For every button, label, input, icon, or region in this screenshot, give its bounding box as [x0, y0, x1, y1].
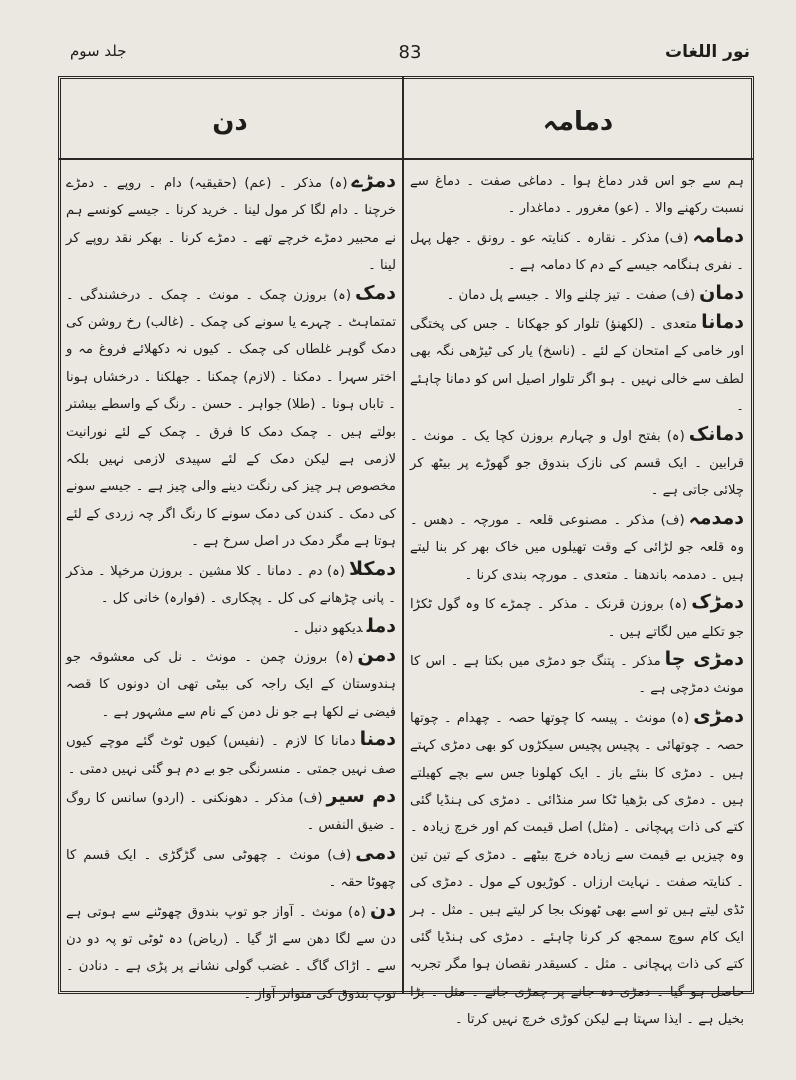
entry-headword: دمڑی چا: [664, 647, 744, 670]
dictionary-entry: [410, 280, 744, 309]
dictionary-entry: [66, 556, 396, 613]
entry-headword: دمانا: [701, 311, 744, 334]
entry-headword: دمنا: [359, 728, 396, 751]
entry-definition: (ہ) بروزن چمن ۔ مونث ۔ نل کی معشوقہ جو ہندوستان کے ایک راجہ کی بیٹی تھی ان دونوں کا قصہ فیضی نے لکھا ہے جو نل دمن کے نام سے مشہور ہے ۔: [66, 649, 396, 720]
dictionary-entry: [66, 726, 396, 783]
book-title: نور اللغات: [665, 42, 750, 62]
entry-definition: (ہ) مذکر ۔ (عم) (حقیقیہ) دام ۔ روپے ۔ دمڑے خرچنا ۔ دام لگا کر مول لینا ۔ خرید کرنا ۔ جیسے کونسے ہم نے محبیر دمڑے خرچے تھے ۔ دمڑے کرنا ۔ بھکر نقد روپے کر لینا ۔: [66, 176, 396, 274]
entry-definition: (ہ) بروزن قرنک ۔ مذکر ۔ چمڑے کا وہ گول ٹکڑا جو تکلے میں لگاتے ہیں ۔: [410, 597, 744, 640]
entry-definition: مذکر ۔ پتنگ جو دمڑی میں بکتا ہے ۔ اس کا مونث دمڑچی ہے ۔: [410, 653, 744, 697]
entry-headword: دمڑک: [691, 591, 744, 614]
volume-label: جلد سوم: [70, 42, 127, 60]
right-column-header: دمامہ: [542, 107, 614, 137]
entry-headword: دمانک: [688, 422, 744, 445]
left-column-entries: [66, 168, 396, 1002]
entry-definition: ہم سے جو اس قدر دماغ ہوا ۔ دماغی صفت ۔ دماغ سے نسبت رکھنے والا ۔ (عو) مغرور ۔ دماغدار ۔: [410, 174, 744, 217]
entry-headword: دمڑے: [351, 170, 396, 192]
entry-headword: دمن: [357, 643, 396, 666]
entry-headword: دم سیر: [326, 784, 396, 807]
dictionary-entry: [410, 646, 744, 703]
dictionary-entry: [66, 168, 396, 280]
running-head: [70, 38, 750, 68]
header-rule: [58, 158, 754, 160]
entry-definition: دیکھو دنبل ۔: [292, 620, 363, 636]
right-column-entries: [410, 168, 744, 1028]
entry-headword: دمامہ: [692, 224, 744, 247]
entry-definition: (ف) مذکر ۔ دھونکنی ۔ (اردو) سانس کا روگ ۔ ضیق النفس ۔: [66, 790, 396, 834]
dictionary-entry: [66, 280, 396, 556]
dictionary-entry: [66, 840, 396, 897]
entry-definition: (ف) صفت ۔ تیز چلنے والا ۔ جیسے پل دمان ۔: [446, 287, 696, 303]
dictionary-entry: [66, 783, 396, 840]
entry-definition: (ہ) مونث ۔ آواز جو توپ بندوق چھوٹنے سے ہوتی ہے دن سے لگا دھن سے اڑ گیا ۔ (ریاض) دہ ٹوٹی تو پہ دو دن سے ۔ اڑاک گاگ ۔ غضب گولی نشانے پر پڑی ہے ۔ دنادن ۔ توپ بندوق کی متواتر آواز ۔: [66, 904, 396, 1002]
column-divider: [402, 76, 404, 994]
entry-definition: (ہ) بروزن چمک ۔ مونث ۔ چمک ۔ درخشندگی ۔ تمتماہٹ ۔ چہرے یا سونے کی چمک ۔ (غالب) رخ روشن کی دمک گوہر غلطاں کی چمک ۔ کیوں نہ دکھلائے فروغ مہ و اختر سہرا ۔ دمکنا ۔ (لازم) چمکنا ۔ جھلکنا ۔ درخشاں ہونا ۔ تاباں ہونا ۔ (طلا) جواہر ۔ حسن ۔ رنگ کے واسطے بیشتر بولتے ہیں ۔ چمک دمک کا فرق ۔ چمک کے لئے نورانیت لازمی ہے لیکن دمک کے لئے سپیدی لازمی نہیں بلکہ مخصوص ہر چیز کی رنگت دینے والی چیز ہے ۔ جیسے سونے کی دمک ۔ کندن کی دمک سونے کا رنگ اگر چہ زردی کے لئے ہوتا ہے مگر دمک در اصل سرخ ہے ۔: [66, 287, 396, 550]
entry-headword: دمکلا: [349, 557, 396, 580]
page-number: 83: [398, 42, 422, 63]
dictionary-entry: [66, 613, 396, 642]
left-column-header: دن: [212, 107, 248, 137]
entry-headword: دن: [370, 898, 396, 921]
dictionary-entry: [66, 642, 396, 726]
entry-headword: دمل: [366, 614, 396, 637]
dictionary-entry: [410, 309, 744, 421]
entry-definition: (ہ) بفتح اول و چہارم بروزن کچا یک ۔ مونث ۔ قرابین ۔ ایک قسم کی نازک بندوق جو گھوڑے پر بیٹھ کر چلائی جاتی ہے ۔: [410, 428, 744, 499]
dictionary-entry: [410, 589, 744, 646]
dictionary-entry: [66, 897, 396, 1009]
entry-headword: دمڑی: [693, 704, 744, 727]
entry-headword: دمان: [699, 281, 744, 304]
entry-headword: دمی: [355, 841, 396, 864]
dictionary-entry: [410, 168, 744, 223]
dictionary-entry: [410, 223, 744, 280]
dictionary-entry: [410, 421, 744, 505]
entry-definition: (ہ) مونث ۔ پیسہ کا چوتھا حصہ ۔ چھدام ۔ چوتھا حصہ ۔ چوتھائی ۔ پچیس پچیس سیکڑوں کو بھی دمڑی کہتے ہیں ۔ دمڑی کا بنئے باز ۔ ایک کھلونا جس سے بچے کھیلتے ہیں ۔ دمڑی کی بڑھیا ٹکا سر منڈائی ۔ دمڑی کی ہنڈیا گئی کتے کی ذات پہچانی ۔ (مثل) اصل قیمت کم اور خرچ زیادہ ۔ وہ چیزیں بے قیمت سے زیادہ خرچ بیٹھے ۔ دمڑی کے تین تین ۔ کنایتہ صفت ۔ نہایت ارزاں ۔ کوڑیوں کے مول ۔ دمڑی کی ٹڈی لیتے ہیں تو اسے بھی ٹھونک بجا کر لیتے ہیں ۔ مثل ۔ ہر ایک کام سوچ سمجھ کر کرنا چاہئے ۔ دمڑی کی ہنڈیا گئی کتے کی ذات پہچانی ۔ مثل ۔ کسیقدر نقصان ہوا مگر تجربہ حاصل ہو گیا ۔ دمڑی دہ جانے پر چمڑی جاتے ۔ مثل ۔ بڑا بخیل ہے ۔ ایذا سہتا ہے لیکن کوڑی خرچ نہیں کرتا ۔: [410, 710, 744, 1028]
entry-definition: (ف) مونث ۔ چھوٹی سی گڑگڑی ۔ ایک قسم کا چھوٹا حقہ ۔: [66, 847, 396, 891]
entry-headword: دمدمہ: [688, 506, 744, 529]
entry-definition: (ف) مذکر ۔ نقارہ ۔ کنایتہ عو ۔ رونق ۔ جھل پہل ۔ نفری ہنگامہ جیسے کے دم کا دمامہ ہے ۔: [410, 230, 744, 274]
entry-definition: متعدی ۔ (لکھنؤ) تلوار کو جھکانا ۔ جس کی پختگی اور خامی کے امتحان کے لئے ۔ (ناسخ) یار کی ٹیڑھی نگہ بھی لطف سے خالی نہیں ۔ ہو اگر تلوار اصیل اس کو دمانا چاہئے ۔: [410, 317, 744, 415]
entry-definition: دمانا کا لازم ۔ (نفیس) کیوں ٹوٹ گئے موچے کیوں صف نہیں جمتی ۔ منسرنگی جو بے دم ہو گئی نہیں دمتی ۔: [66, 734, 396, 777]
entry-headword: دمک: [355, 281, 396, 304]
entry-definition: (ہ) دم ۔ دمانا ۔ کلا مشین ۔ بروزن مرخپلا ۔ مذکر ۔ پانی چڑھانے کی کل ۔ پچکاری ۔ (فوارہ) خانی کل ۔: [66, 563, 396, 607]
dictionary-entry: [410, 505, 744, 589]
dictionary-entry: [410, 703, 744, 1034]
entry-definition: (ف) مذکر ۔ مصنوعی قلعہ ۔ مورچہ ۔ دھس ۔ وہ قلعہ جو لڑائی کے وقت تھیلوں میں خاک بھر کر بنا لیتے ہیں ۔ دمدمہ باندھنا ۔ متعدی ۔ مورچہ بندی کرنا ۔: [410, 512, 744, 583]
